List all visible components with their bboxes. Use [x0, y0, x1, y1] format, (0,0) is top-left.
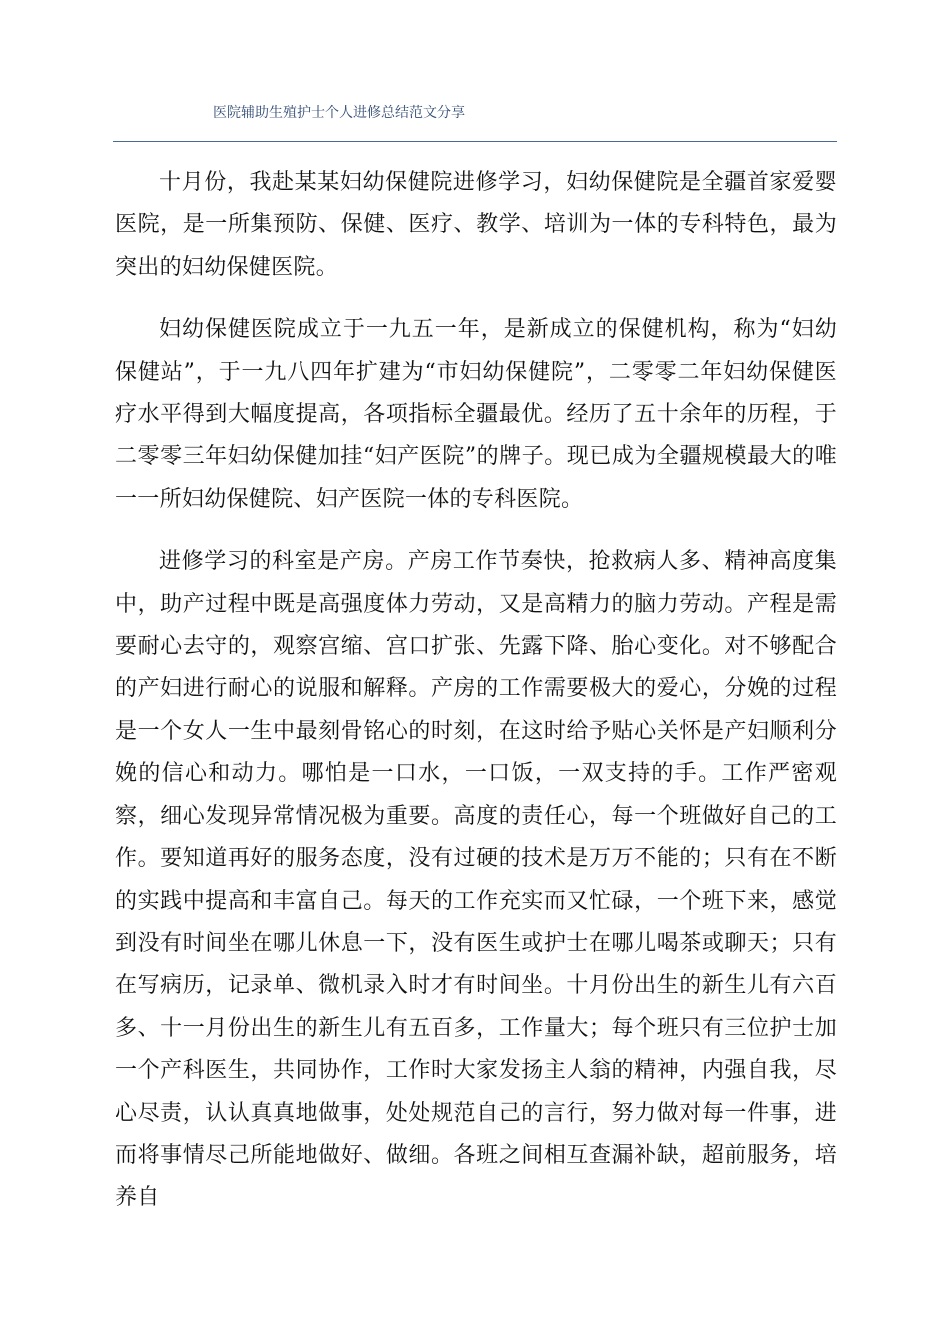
paragraph-2: 妇幼保健医院成立于一九五一年，是新成立的保健机构，称为“妇幼保健站”，于一九八四年扩建为“市妇幼保健院”，二零零二年妇幼保健医疗水平得到大幅度提高，各项指标全疆最优。经历了五十余年的历程，于二零零三年妇幼保健加挂“妇产医院”的牌子。现已成为全疆规模最大的唯一一所妇幼保健院、妇产医院一体的专科医院。: [115, 317, 837, 512]
header-title: 医院辅助生殖护士个人进修总结范文分享: [213, 105, 465, 121]
paragraph-3: 进修学习的科室是产房。产房工作节奏快，抢救病人多、精神高度集中，助产过程中既是高强度体力劳动，又是高精力的脑力劳动。产程是需要耐心去守的，观察宫缩、宫口扩张、先露下降、胎心变化。对不够配合的产妇进行耐心的说服和解释。产房的工作需要极大的爱心，分娩的过程是一个女人一生中最刻骨铭心的时刻，在这时给予贴心关怀是产妇顺利分娩的信心和动力。哪怕是一口水，一口饭，一双支持的手。工作严密观察，细心发现异常情况极为重要。高度的责任心，每一个班做好自己的工作。要知道再好的服务态度，没有过硬的技术是万万不能的；只有在不断的实践中提高和丰富自己。每天的工作充实而又忙碌，一个班下来，感觉到没有时间坐在哪儿休息一下，没有医生或护士在哪儿喝茶或聊天；只有在写病历，记录单、微机录入时才有时间坐。十月份出生的新生儿有六百多、十一月份出生的新生儿有五百多，工作量大；每个班只有三位护士加一个产科医生，共同协作，工作时大家发扬主人翁的精神，内强自我，尽心尽责，认认真真地做事，处处规范自己的言行，努力做对每一件事，进而将事情尽己所能地做好、做细。各班之间相互查漏补缺，超前服务，培养自: [115, 549, 837, 1211]
header-divider: [113, 141, 837, 142]
body-text: [115, 162, 837, 1220]
paragraph-1: 十月份，我赴某某妇幼保健院进修学习，妇幼保健院是全疆首家爱婴医院，是一所集预防、保健、医疗、教学、培训为一体的专科特色，最为突出的妇幼保健医院。: [115, 170, 837, 280]
